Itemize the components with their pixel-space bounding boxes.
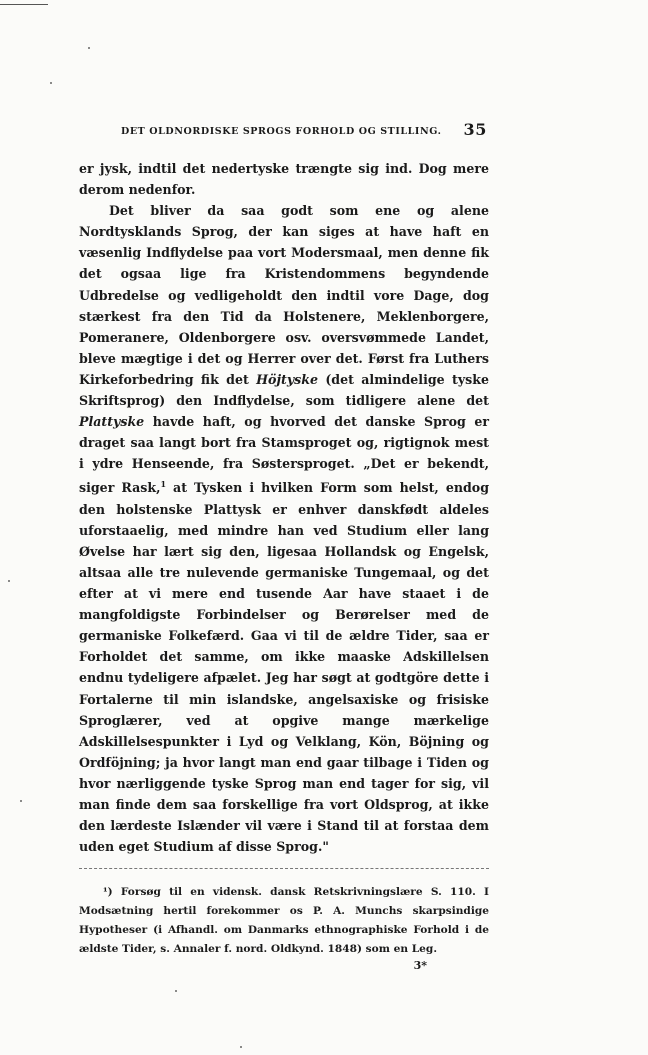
paragraph-2 <box>79 200 489 857</box>
paragraph-2-text-b: (det almindelige tyske Skriftsprog) den Indflydelse, som tidligere alene det <box>79 371 489 409</box>
signature-mark: 3* <box>413 959 427 973</box>
italic-term-plattyske: Plattyske <box>79 414 145 430</box>
footnote <box>79 883 489 959</box>
paragraph-2-text-a: Det bliver da saa godt som ene og alene Nordtysklands Sprog, der kan siges at have haft en væsenlig Indflydelse paa vort Modersmaal, men denne fik det ogsaa lige fra Kristendommens begyndende Udbredelse og vedligeholdt den indtil vore Dage, dog stærkest fra den Tid da Holstenere, Meklenborgere, Pomeranere, Oldenborgere osv. oversvømmede Landet, bleve mægtige i det og Herrer over det. Først fra Luthers Kirkeforbedring fik det <box>79 203 489 387</box>
paper-speck <box>88 47 90 49</box>
paper-speck <box>8 580 10 582</box>
footnote-text: Forsøg til en vidensk. dansk Retskrivningslære S. 110. I Modsætning hertil forekommer os P. A. Munchs skarpsindige Hypotheser (i Afhandl. om Danmarks ethnographiske Forhold i de ældste Tider, s. Annaler f. nord. Oldkynd. 1848) som en Leg. <box>79 886 489 956</box>
running-head <box>79 120 489 144</box>
paragraph-1 <box>79 158 489 200</box>
paragraph-2-text-d: at Tysken i hvilken Form som helst, endog den holstenske Plattysk er enhver danskfødt aldeles uforstaaelig, med mindre han ved Studium eller lang Øvelse har lært sig den, ligesaa Hollandsk og Engelsk, altsaa alle tre nulevende germaniske Tungemaal, og det efter at vi mere end tusende Aar have staaet i de mangfoldigste Forbindelser og Berørelser med de germaniske Folkefærd. Gaa vi til de ældre Tider, saa er Forholdet det samme, om ikke maaske Adskillelsen endnu tydeligere afpælet. Jeg har søgt at godtgöre dette i Fortalerne til min islandske, angelsaxiske og frisiske Sproglærer, ved at opgive mange mærkelige Adskillelsespunkter i Lyd og Velklang, Kön, Böjning og Ordföjning; ja hvor langt man end gaar tilbage i Tiden og hvor nærliggende tyske Sprog man end tager for sig, vil man finde dem saa forskellige fra vort Oldsprog, at ikke den lærdeste Islænder vil være i Stand til at forstaa dem uden eget Studium af disse Sprog." <box>79 480 490 855</box>
footnote-marker: ¹) <box>103 886 113 899</box>
paper-speck <box>175 990 177 992</box>
page-number: 35 <box>463 120 487 139</box>
book-page <box>79 120 489 972</box>
paragraph-1-text: er jysk, indtil det nedertyske trængte sig ind. Dog mere derom nedenfor. <box>79 161 489 198</box>
paper-speck <box>240 1046 242 1048</box>
footnote-reference: 1 <box>160 479 167 490</box>
paper-speck <box>20 800 22 802</box>
top-edge-rule <box>0 4 48 5</box>
italic-term-hojtyske: Höjtyske <box>256 371 318 387</box>
running-head-title: DET OLDNORDISKE SPROGS FORHOLD OG STILLING. <box>121 126 442 137</box>
paragraph-2-text-c: havde haft, og hvorved det danske Sprog er draget saa langt bort fra Stamsproget og, rigtignok mest i ydre Henseende, fra Søstersproget. „Det er bekendt, siger Rask, <box>79 414 489 496</box>
body-text <box>79 158 489 857</box>
footnote-separator <box>79 868 489 869</box>
paper-speck <box>50 82 52 84</box>
